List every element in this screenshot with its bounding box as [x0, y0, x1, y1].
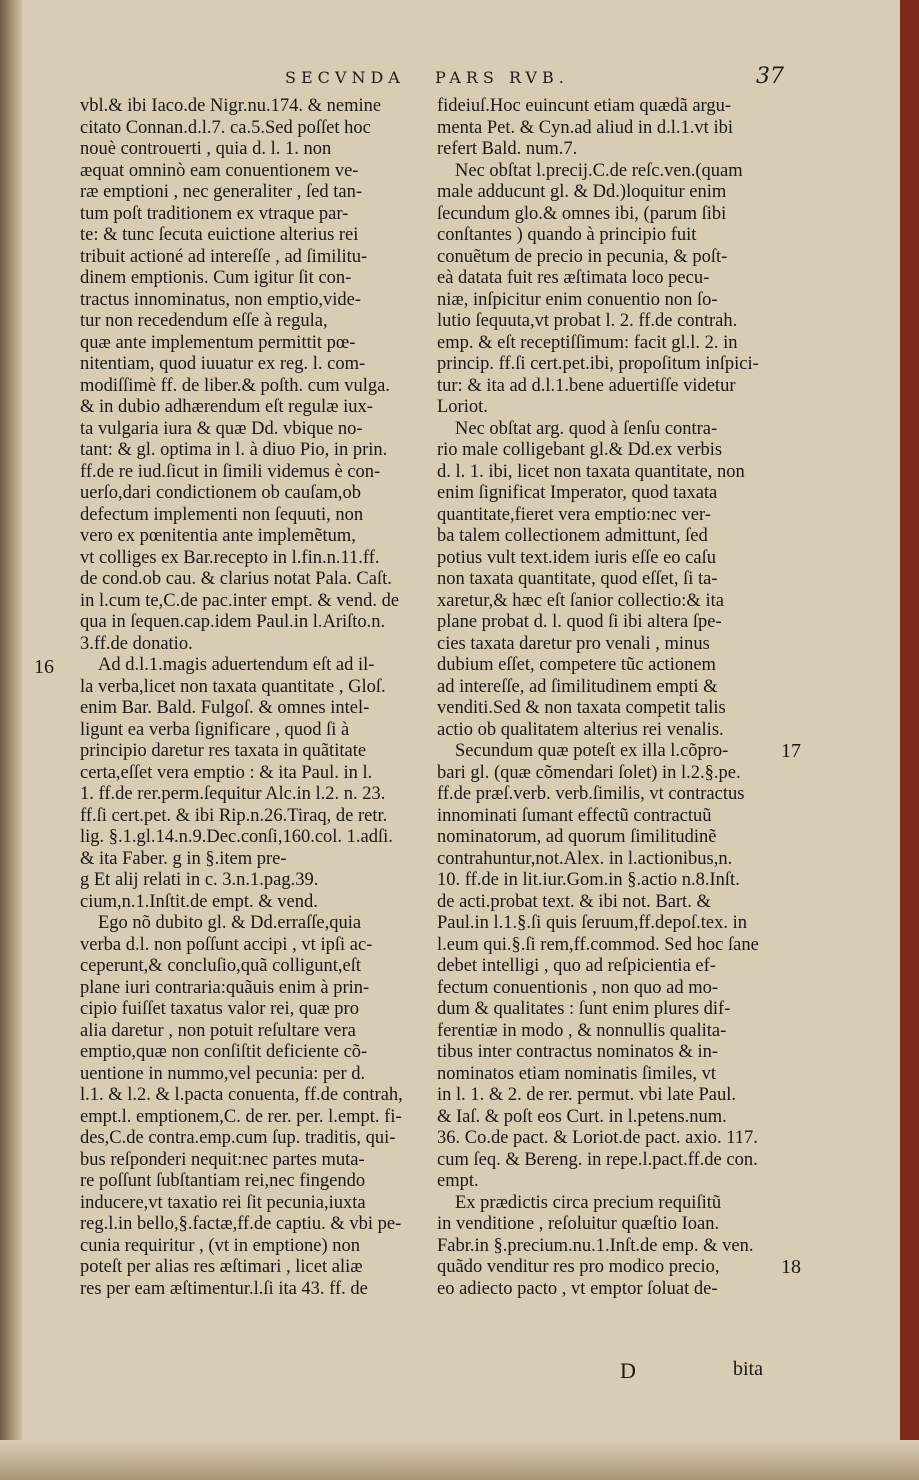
text-line: vt colliges ex Bar.recepto in l.fin.n.11.ff.: [80, 547, 380, 568]
text-line: nominatorum, ad quorum ſimilitudinẽ: [437, 827, 717, 847]
text-line: emptio,quæ non conſiſtit deficiente cõ-: [80, 1042, 368, 1062]
text-line: vbl.& ibi Iaco.de Nigr.nu.174. & nemine: [80, 96, 382, 116]
text-line: lig. §.1.gl.14.n.9.Dec.conſi,160.col. 1.adſi.: [80, 827, 393, 847]
page-shadow: [0, 1440, 919, 1480]
text-line: ræ emptioni , nec generaliter , ſed tan-: [80, 182, 363, 202]
text-line: l.eum qui.§.ſi rem,ff.commod. Sed hoc ſane: [437, 934, 759, 955]
text-line: defectum implementi non ſequuti, non: [80, 504, 364, 525]
page-number: 37: [756, 64, 784, 89]
text-line: fectum conuentionis , non quo ad mo-: [437, 977, 719, 998]
text-line: debet intelligi , quo ad reſpicientia ef-: [437, 956, 716, 976]
margin-number-16: 16: [34, 656, 54, 678]
text-line: ligunt ea verba ſignificare , quod ſi à: [80, 719, 350, 740]
text-line: eo adiecto pacto , vt emptor ſoluat de-: [437, 1278, 718, 1299]
text-line: re poſſunt ſubſtantiam rei,nec fingendo: [80, 1171, 366, 1191]
text-line: ſecundum glo.& omnes ibi, (parum ſibi: [437, 203, 727, 224]
text-line: de acti.probat text. & ibi not. Bart. &: [437, 891, 711, 912]
text-line: uerſo,dari condictionem ob cauſam,ob: [80, 483, 362, 503]
text-line: princip. ff.ſi cert.pet.ibi, propoſitum inſpici-: [437, 354, 759, 374]
text-line: venditi.Sed & non taxata competit talis: [437, 698, 726, 718]
left-text-column: [80, 96, 416, 1300]
text-line: emp. & eſt receptiſſimum: facit gl.l. 2. in: [437, 332, 738, 353]
text-line: quantitate,fieret vera emptio:nec ver-: [437, 504, 711, 525]
text-line: d. l. 1. ibi, licet non taxata quantitate, non: [437, 461, 745, 482]
text-line: la verba,licet non taxata quantitate , Gloſ.: [80, 676, 386, 697]
text-line: empt.: [437, 1171, 479, 1191]
text-line: in l.cum te,C.de pac.inter empt. & vend. de: [80, 590, 400, 611]
text-line: bari gl. (quæ cõmendari ſolet) in l.2.§.pe.: [437, 762, 741, 783]
text-line: res per eam æſtimentur.l.ſi ita 43. ff. de: [80, 1278, 368, 1299]
text-line: Loriot.: [437, 397, 488, 417]
text-line: modiſſimè ff. de liber.& poſth. cum vulga.: [80, 375, 391, 396]
text-line: 1. ff.de rer.perm.ſequitur Alc.in l.2. n. 23.: [80, 784, 386, 804]
text-line: des,C.de contra.emp.cum ſup. traditis, qui-: [80, 1128, 396, 1148]
text-line: Ad d.l.1.magis aduertendum eſt ad il-: [98, 655, 375, 675]
book-gutter: [0, 0, 22, 1480]
text-line: non taxata quantitate, quod eſſet, ſi ta-: [437, 569, 718, 589]
text-line: ceperunt,& concluſio,quã colligunt,eſt: [80, 956, 362, 976]
text-line: Secundum quæ poteſt ex illa l.cõpro-: [455, 741, 729, 761]
text-line: dubium eſſet, competere tũc actionem: [437, 655, 716, 675]
text-line: ad intereſſe, ad ſimilitudinem empti &: [437, 676, 718, 697]
text-line: niæ, inſpicitur enim conuentio non ſo-: [437, 289, 718, 310]
margin-number-18: 18: [781, 1256, 801, 1278]
signature-mark: D: [620, 1358, 636, 1383]
text-line: Ex prædictis circa precium requiſitũ: [455, 1192, 722, 1213]
text-line: quãdo venditur res pro modico precio,: [437, 1257, 720, 1277]
text-line: tibus inter contractus nominatos & in-: [437, 1042, 719, 1062]
text-line: qua in ſequen.cap.idem Paul.in l.Ariſto.n.: [80, 612, 386, 632]
catchword: bita: [733, 1358, 763, 1380]
text-line: inducere,vt taxatio rei ſit pecunia,iuxta: [80, 1192, 366, 1213]
text-line: male adducunt gl. & Dd.)loquitur enim: [437, 182, 727, 202]
text-line: rio male colligebant gl.& Dd.ex verbis: [437, 440, 723, 460]
text-line: tribuit actioné ad intereſſe , ad ſimilitu-: [80, 246, 368, 267]
text-line: & Iaſ. & poſt eos Curt. in l.petens.num.: [437, 1106, 727, 1127]
text-line: vero ex pœnitentia ante implemẽtum,: [80, 526, 356, 546]
text-line: dinem emptionis. Cum igitur ſit con-: [80, 268, 352, 288]
text-line: l.1. & l.2. & l.pacta conuenta, ff.de contrah,: [80, 1085, 403, 1105]
text-line: ff.ſi cert.pet. & ibi Rip.n.26.Tiraq, de retr.: [80, 805, 388, 826]
text-line: bus reſponderi nequit:nec partes muta-: [80, 1149, 365, 1170]
text-line: Paul.in l.1.§.ſi quis ſeruum,ff.depoſ.tex. in: [437, 913, 748, 933]
book-edge: [900, 0, 919, 1480]
text-line: nominatos etiam nominatis ſimiles, vt: [437, 1063, 717, 1084]
text-line: in l. 1. & 2. de rer. permut. vbi late Paul.: [437, 1085, 737, 1105]
text-line: conſtantes ) quando à principio fuit: [437, 225, 697, 245]
text-line: Fabr.in §.precium.nu.1.Inſt.de emp. & ven.: [437, 1235, 754, 1256]
text-line: de cond.ob cau. & clarius notat Pala. Caſt.: [80, 569, 392, 589]
text-line: cies taxata daretur pro venali , minus: [437, 633, 710, 654]
text-line: 3.ff.de donatio.: [80, 633, 193, 654]
text-line: menta Pet. & Cyn.ad aliud in d.l.1.vt ibi: [437, 117, 733, 138]
text-line: alia daretur , non potuit reſultare vera: [80, 1020, 356, 1041]
text-line: enim Bar. Bald. Fulgoſ. & omnes intel-: [80, 698, 370, 718]
text-line: nitentiam, quod iuuatur ex reg. l. com-: [80, 354, 366, 374]
header-left: SECVNDA: [285, 68, 405, 87]
text-line: æquat omninò eam conuentionem ve-: [80, 160, 359, 181]
text-line: plane iuri contraria:quãuis enim à prin-: [80, 977, 370, 998]
text-line: principio daretur res taxata in quãtitate: [80, 741, 367, 761]
text-line: Nec obſtat arg. quod à ſenſu contra-: [455, 418, 718, 439]
text-line: refert Bald. num.7.: [437, 139, 578, 159]
text-line: dum & qualitates : ſunt enim plures dif-: [437, 999, 731, 1019]
text-line: fideiuſ.Hoc euincunt etiam quædã argu-: [437, 96, 732, 116]
text-line: g Et alij relati in c. 3.n.1.pag.39.: [80, 870, 319, 890]
running-header: [0, 64, 919, 94]
text-line: 10. ff.de in lit.iur.Gom.in §.actio n.8.Inſt.: [437, 870, 740, 890]
text-line: uentione in nummo,vel pecunia: per d.: [80, 1063, 366, 1084]
header-right: PARS RVB.: [435, 68, 569, 87]
text-line: certa,eſſet vera emptio : & ita Paul. in l.: [80, 762, 373, 783]
right-text-column: [437, 96, 775, 1300]
text-line: tractus innominatus, non emptio,vide-: [80, 289, 362, 310]
text-line: eà datata fuit res æſtimata loco pecu-: [437, 268, 710, 288]
text-line: tant: & gl. optima in l. à diuo Pio, in prin.: [80, 440, 388, 460]
text-line: conuẽtum de precio in pecunia, & poſt-: [437, 246, 728, 267]
text-line: ba talem collectionem admittunt, ſed: [437, 526, 708, 546]
text-line: 36. Co.de pact. & Loriot.de pact. axio. 117.: [437, 1128, 758, 1148]
text-line: cipio fuiſſet taxatus valor rei, quæ pro: [80, 999, 359, 1019]
text-line: te: & tunc ſecuta euictione alterius rei: [80, 225, 359, 245]
text-line: cum ſeq. & Bereng. in repe.l.pact.ff.de con.: [437, 1149, 758, 1170]
text-line: Nec obſtat l.precij.C.de reſc.ven.(quam: [455, 160, 743, 181]
text-line: nouè controuerti , quia d. l. 1. non: [80, 139, 332, 159]
text-line: in venditione , reſoluitur quæſtio Ioan.: [437, 1214, 720, 1234]
text-line: ff.de præſ.verb. verb.ſimilis, vt contractus: [437, 784, 745, 804]
text-line: tum poſt traditionem ex vtraque par-: [80, 203, 349, 224]
text-line: potius vult text.idem iuris eſſe eo caſu: [437, 547, 716, 568]
margin-number-17: 17: [781, 740, 801, 762]
text-line: cunia requiritur , (vt in emptione) non: [80, 1235, 360, 1256]
text-line: cium,n.1.Inſtit.de empt. & vend.: [80, 891, 318, 912]
text-line: ff.de re iud.ſicut in ſimili videmus è con-: [80, 461, 381, 482]
text-line: tur non recedendum eſſe à regula,: [80, 311, 328, 331]
text-line: & ita Faber. g in §.item pre-: [80, 848, 287, 869]
text-line: poteſt per alias res æſtimari , licet aliæ: [80, 1257, 363, 1277]
text-line: empt.l. emptionem,C. de rer. per. l.empt. fi-: [80, 1106, 402, 1127]
text-line: actio ob qualitatem alterius rei venalis.: [437, 719, 724, 740]
text-line: & in dubio adhærendum eſt regulæ iux-: [80, 397, 373, 417]
text-line: reg.l.in bello,§.factæ,ff.de captiu. & vbi pe-: [80, 1214, 402, 1234]
text-line: xaretur,& hæc eſt ſanior collectio:& ita: [437, 590, 724, 611]
text-line: verba d.l. non poſſunt accipi , vt ipſi ac-: [80, 934, 373, 955]
text-line: plane probat d. l. quod ſi ibi altera ſpe-: [437, 612, 722, 632]
text-line: lutio ſequuta,vt probat l. 2. ff.de contrah.: [437, 311, 738, 331]
text-line: citato Connan.d.l.7. ca.5.Sed poſſet hoc: [80, 117, 371, 138]
text-line: innominati ſumant effectũ contractuũ: [437, 805, 712, 826]
text-line: ferentiæ in modo , & nonnullis qualita-: [437, 1020, 727, 1041]
text-line: ta vulgaria iura & quæ Dd. vbique no-: [80, 418, 363, 439]
text-line: Ego nõ dubito gl. & Dd.erraſſe,quia: [98, 913, 362, 933]
text-line: enim ſignificat Imperator, quod taxata: [437, 483, 718, 503]
text-line: quæ ante implementum permittit pœ-: [80, 332, 356, 353]
text-line: tur: & ita ad d.l.1.bene aduertiſſe videtur: [437, 375, 736, 396]
text-line: contrahuntur,not.Alex. in l.actionibus,n.: [437, 848, 733, 869]
